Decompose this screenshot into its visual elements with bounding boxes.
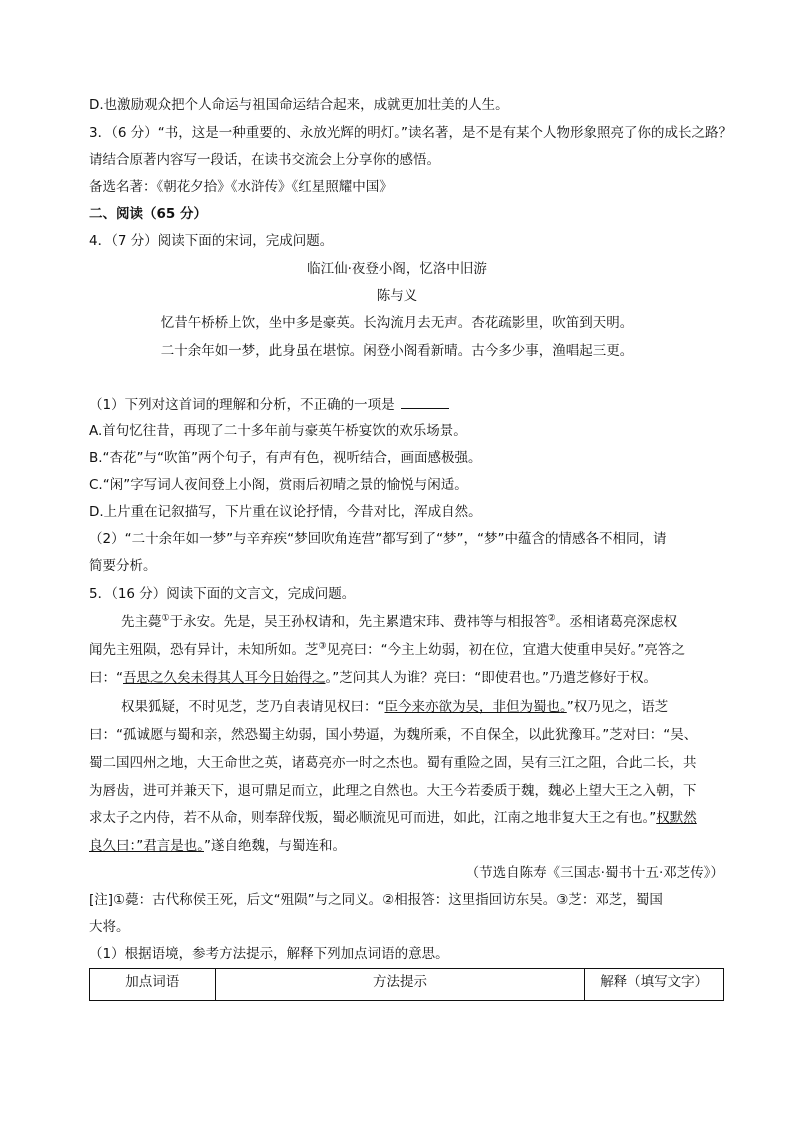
passage-text: 。丞相诸葛亮深虑权 xyxy=(555,614,678,630)
passage-text: 曰：“ xyxy=(89,670,123,686)
annotation-line1: [注]①薨：古代称侯王死，后文“殂陨”与之同义。②相报答：这里指回访东吴。③芝：邓芝，蜀国 xyxy=(89,892,663,908)
passage-p2-line1 xyxy=(121,697,668,717)
footnote-marker: ① xyxy=(161,613,170,624)
q4-sub2-line2: 简要分析。 xyxy=(89,558,157,574)
footnote-marker: ③ xyxy=(318,641,327,652)
footnote-marker: ② xyxy=(547,613,556,624)
passage-text: ”遂自绝魏，与蜀连和。 xyxy=(204,838,346,854)
passage-text: ”权乃见之，语芝 xyxy=(566,699,669,715)
passage-p2-line6 xyxy=(89,836,346,856)
table-header-row xyxy=(90,969,724,1001)
poem-title: 临江仙·夜登小阁，忆洛中旧游 xyxy=(307,261,487,277)
passage-p2-line3: 蜀二国四州之地，大王命世之英，诸葛亮亦一时之杰也。蜀有重险之固，吴有三江之阻，合此二长，共 xyxy=(89,755,697,771)
passage-text: 权果狐疑，不时见芝，芝乃自表请见权曰：“ xyxy=(121,699,385,715)
q5-sub1: （1）根据语境，参考方法提示，解释下列加点词语的意思。 xyxy=(89,946,449,962)
passage-text: 先主薨 xyxy=(121,614,162,630)
q2-option-d: D.也激励观众把个人命运与祖国命运结合起来，成就更加壮美的人生。 xyxy=(89,97,509,113)
poem-line-1: 忆昔午桥桥上饮，坐中多是豪英。长沟流月去无声。杏花疏影里，吹笛到天明。 xyxy=(160,315,634,331)
q3-prompt-line1: 3．（6 分）“书，这是一种重要的、永放光辉的明灯。”读名著，是不是有某个人物形象照亮了你的成长之路？ xyxy=(89,125,732,141)
q5-prompt: 5．（16 分）阅读下面的文言文，完成问题。 xyxy=(89,586,356,602)
q4-sub1-text: （1）下列对这首词的理解和分析，不正确的一项是 xyxy=(89,397,395,413)
passage-text: 于永安。先是，吴王孙权请和，先主累遣宋玮、费祎等与相报答 xyxy=(169,614,548,630)
underlined-sentence: 臣今来亦欲为吴，非但为蜀也。 xyxy=(384,699,567,715)
underlined-sentence: 吾思之久矣未得其人耳今日始得之 xyxy=(123,670,326,686)
passage-text: 闻先主殂陨，恐有异计，未知所如。芝 xyxy=(89,642,319,658)
passage-source: （节选自陈寿《三国志·蜀书十五·邓芝传》） xyxy=(465,865,724,881)
passage-p1-line1 xyxy=(121,612,677,632)
q3-book-list: 备选名著：《朝花夕拾》《水浒传》《红星照耀中国》 xyxy=(89,179,393,195)
table-header-cell: 加点词语 xyxy=(90,969,216,1001)
q3-prompt-line2: 请结合原著内容写一段话，在读书交流会上分享你的感悟。 xyxy=(89,152,440,168)
q4-option-b: B.“杏花”与“吹笛”两个句子，有声有色，视听结合，画面感极强。 xyxy=(89,450,482,466)
underlined-sentence: 权默然 xyxy=(656,810,697,826)
passage-p2-line4: 为唇齿，进可并兼天下，退可鼎足而立，此理之自然也。大王今若委质于魏，魏必上望大王之入朝，下 xyxy=(89,783,697,799)
q4-option-a: A.首句忆往昔，再现了二十多年前与豪英午桥宴饮的欢乐场景。 xyxy=(89,423,467,439)
q4-option-c: C.“闲”字写词人夜间登上小阁，赏雨后初晴之景的愉悦与闲适。 xyxy=(89,477,468,493)
passage-text: 。”芝问其人为谁？亮曰：“即使君也。”乃遣芝修好于权。 xyxy=(325,670,657,686)
poem-author: 陈与义 xyxy=(376,288,418,304)
section-heading-reading: 二、阅读（65 分） xyxy=(89,206,207,222)
passage-text: 求太子之内侍，若不从命，则奉辞伐叛，蜀必顺流见可而进，如此，江南之地非复大王之有也。” xyxy=(89,810,657,826)
annotation-line2: 大将。 xyxy=(89,919,130,935)
passage-p1-line2 xyxy=(89,640,685,660)
q4-prompt: 4．（7 分）阅读下面的宋词，完成问题。 xyxy=(89,233,334,249)
passage-text: 见亮曰：“今主上幼弱，初在位，宜遣大使重申吴好。”亮答之 xyxy=(326,642,685,658)
q4-sub2-line1: （2）“二十余年如一梦”与辛弃疾“梦回吹角连营”都写到了“梦”，“梦”中蕴含的情感各不相同，请 xyxy=(89,531,667,547)
passage-p2-line2: 曰：“孤诚愿与蜀和亲，然恐蜀主幼弱，国小势逼，为魏所乘，不自保全，以此犹豫耳。”芝对曰：“吴、 xyxy=(89,727,698,743)
table-header-cell: 解释（填写文字） xyxy=(585,969,724,1001)
poem-line-2: 二十余年如一梦，此身虽在堪惊。闲登小阁看新晴。古今多少事，渔唱起三更。 xyxy=(160,343,634,359)
q4-sub1 xyxy=(89,394,449,415)
table-header-cell: 方法提示 xyxy=(215,969,585,1001)
vocab-table xyxy=(89,968,724,1001)
passage-p1-line3 xyxy=(89,668,657,688)
answer-blank[interactable] xyxy=(401,394,449,409)
underlined-sentence: 良久曰：”君言是也。 xyxy=(89,838,204,854)
passage-p2-line5 xyxy=(89,808,697,828)
q4-option-d: D.上片重在记叙描写，下片重在议论抒情，今昔对比，浑成自然。 xyxy=(89,504,482,520)
